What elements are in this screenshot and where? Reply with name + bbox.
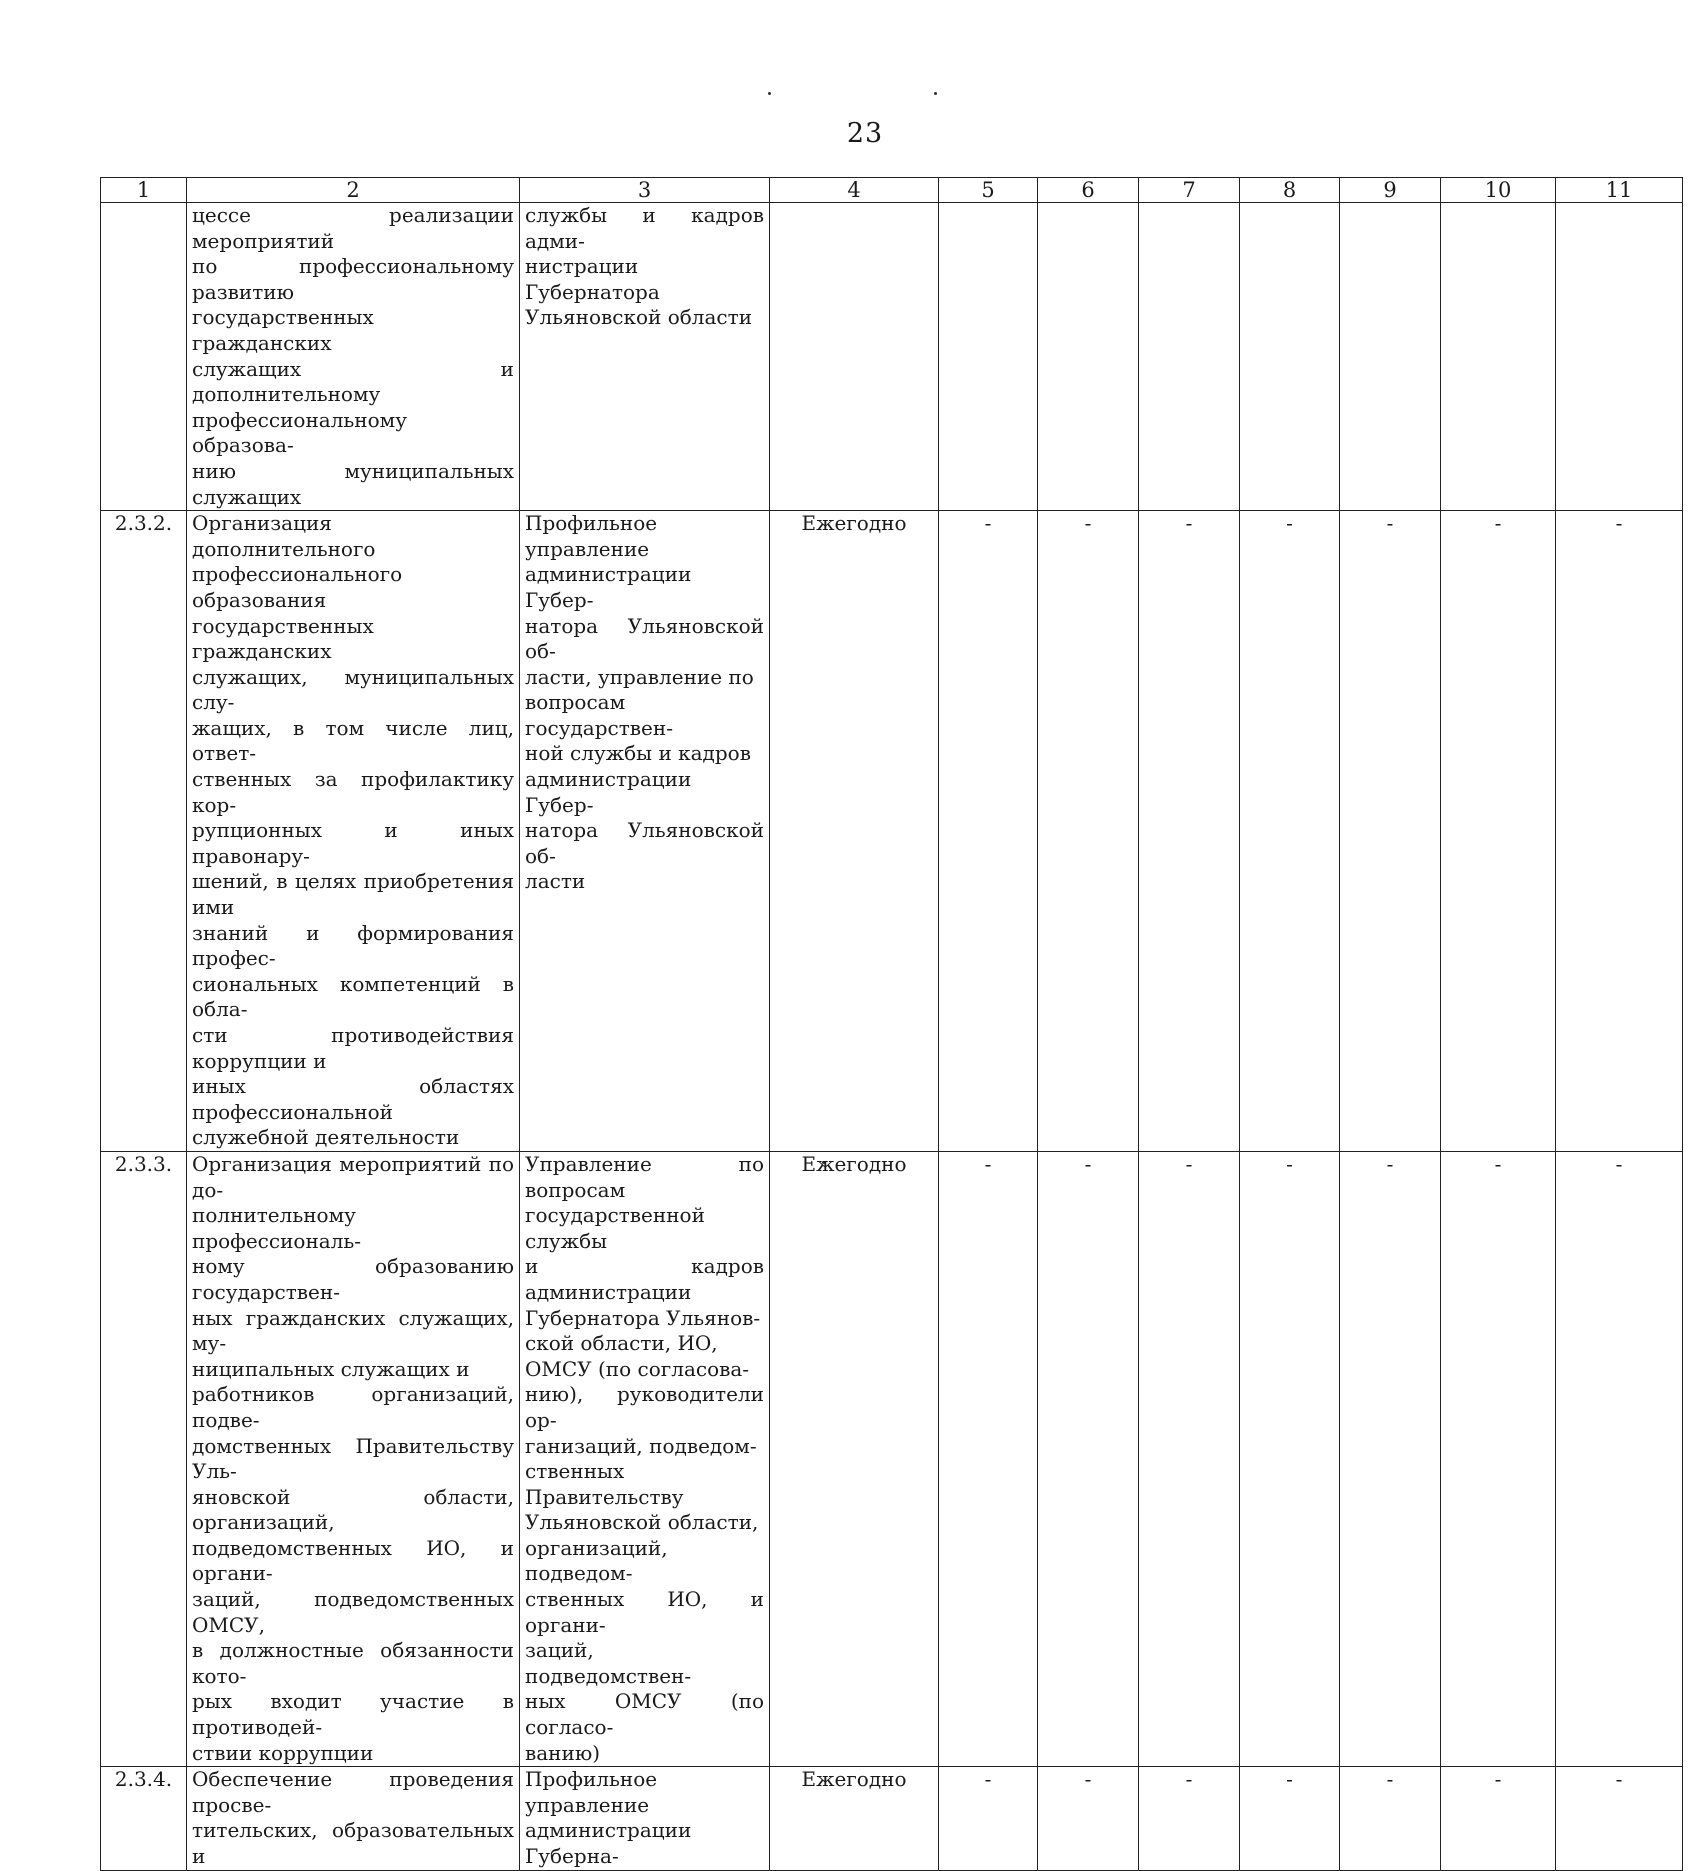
value-cell xyxy=(1038,203,1139,511)
measures-table xyxy=(100,177,1683,1871)
event-line: ствии коррупции xyxy=(192,1740,374,1765)
event-line: Обеспечение проведения просве- xyxy=(192,1767,514,1817)
event-line: профессионального образования xyxy=(192,562,403,612)
responsible-line: Ульяновской области xyxy=(525,305,753,330)
table-row xyxy=(101,1767,1683,1870)
value-cell xyxy=(939,203,1038,511)
value-cell xyxy=(1139,203,1240,511)
event-line: ному образованию государствен- xyxy=(192,1254,514,1304)
item-number: 2.3.4. xyxy=(101,1767,187,1870)
item-number: 2.3.2. xyxy=(101,511,187,1152)
table-row xyxy=(101,511,1683,1152)
header-cell: 5 xyxy=(939,178,1038,203)
responsible-line: ОМСУ (по согласова- xyxy=(525,1356,750,1381)
page-number: 23 xyxy=(846,118,884,149)
event-description-cell xyxy=(187,1767,520,1870)
event-line: ниципальных служащих и xyxy=(192,1356,470,1381)
header-cell: 4 xyxy=(770,178,939,203)
value-cell: - xyxy=(1139,1151,1240,1766)
responsible-line: ской области, ИО, xyxy=(525,1331,718,1356)
responsible-line: натора Ульяновской об- xyxy=(525,613,764,664)
value-cell: - xyxy=(1240,1151,1340,1766)
event-line: рупционных и иных правонару- xyxy=(192,818,514,868)
event-line: работников организаций, подве- xyxy=(192,1382,514,1432)
value-cell: - xyxy=(1441,1151,1556,1766)
item-number: 2.3.3. xyxy=(101,1151,187,1766)
event-line: заций, подведомственных ОМСУ, xyxy=(192,1587,514,1637)
header-cell: 11 xyxy=(1556,178,1683,203)
event-line: иных областях профессиональной xyxy=(192,1074,514,1124)
event-line: государственных гражданских xyxy=(192,305,374,355)
value-cell: - xyxy=(1240,511,1340,1152)
responsible-line: и кадров администрации xyxy=(525,1254,764,1304)
table-row xyxy=(101,1151,1683,1766)
table-row xyxy=(101,203,1683,511)
value-cell: - xyxy=(1139,1767,1240,1870)
value-cell: - xyxy=(939,1767,1038,1870)
header-cell: 3 xyxy=(520,178,770,203)
responsible-line: вопросам государствен- xyxy=(525,690,673,740)
responsible-cell xyxy=(520,203,770,511)
responsible-line: Профильное управление xyxy=(525,1767,658,1817)
event-line: жащих, в том числе лиц, ответ- xyxy=(192,715,514,766)
responsible-line: ганизаций, подведом- xyxy=(525,1433,757,1458)
responsible-line: Ульяновской области, xyxy=(525,1510,759,1535)
responsible-line: государственной службы xyxy=(525,1203,705,1253)
item-number xyxy=(101,203,187,511)
responsible-cell xyxy=(520,1151,770,1766)
header-cell: 2 xyxy=(187,178,520,203)
event-line: служебной деятельности xyxy=(192,1125,460,1150)
value-cell: - xyxy=(1441,511,1556,1152)
event-line: яновской области, организаций, xyxy=(192,1484,514,1535)
header-cell: 1 xyxy=(101,178,187,203)
responsible-cell xyxy=(520,1767,770,1870)
event-line: подведомственных ИО, и органи- xyxy=(192,1535,514,1586)
header-cell: 7 xyxy=(1139,178,1240,203)
responsible-line: нистрации Губернатора xyxy=(525,254,660,304)
term-cell xyxy=(770,203,939,511)
header-cell: 10 xyxy=(1441,178,1556,203)
value-cell xyxy=(1441,203,1556,511)
term-cell: Ежегодно xyxy=(770,1767,939,1870)
event-line: в должностные обязанности кото- xyxy=(192,1638,514,1688)
event-line: сиональных компетенций в обла- xyxy=(192,971,514,1022)
responsible-line: ных ОМСУ (по согласо- xyxy=(525,1689,764,1740)
event-line: служащих, муниципальных слу- xyxy=(192,664,514,715)
value-cell: - xyxy=(1340,1151,1441,1766)
event-line: цессе реализации мероприятий xyxy=(192,203,514,253)
value-cell: - xyxy=(1240,1767,1340,1870)
event-description-cell xyxy=(187,1151,520,1766)
scan-speck xyxy=(934,92,937,95)
value-cell xyxy=(1556,203,1683,511)
responsible-line: Губернатора Ульянов- xyxy=(525,1305,761,1330)
term-cell: Ежегодно xyxy=(770,511,939,1152)
event-line: по профессиональному развитию xyxy=(192,254,514,304)
event-line: знаний и формирования профес- xyxy=(192,920,514,971)
value-cell: - xyxy=(1038,511,1139,1152)
event-line: ных гражданских служащих, му- xyxy=(192,1305,514,1356)
responsible-line: администрации Губер- xyxy=(525,562,692,612)
value-cell: - xyxy=(1038,1151,1139,1766)
value-cell: - xyxy=(1556,1151,1683,1766)
header-cell: 8 xyxy=(1240,178,1340,203)
responsible-line: ласти, управление по xyxy=(525,664,754,689)
responsible-cell xyxy=(520,511,770,1152)
responsible-line: Профильное управление xyxy=(525,511,658,561)
responsible-line: нию), руководители ор- xyxy=(525,1382,764,1432)
header-cell: 6 xyxy=(1038,178,1139,203)
event-description-cell xyxy=(187,511,520,1152)
value-cell xyxy=(1240,203,1340,511)
responsible-line: администрации Губерна- xyxy=(525,1818,692,1868)
event-line: домственных Правительству Уль- xyxy=(192,1433,514,1484)
value-cell: - xyxy=(1556,511,1683,1152)
event-line: нию муниципальных служащих xyxy=(192,458,514,509)
value-cell: - xyxy=(1038,1767,1139,1870)
event-line: рых входит участие в противодей- xyxy=(192,1689,514,1740)
responsible-line: администрации Губер- xyxy=(525,767,692,817)
value-cell xyxy=(1340,203,1441,511)
responsible-line: заций, подведомствен- xyxy=(525,1638,692,1688)
event-line: государственных гражданских xyxy=(192,613,374,664)
responsible-line: ственных ИО, и органи- xyxy=(525,1587,764,1637)
event-line: профессиональному образова- xyxy=(192,407,407,458)
responsible-line: ной службы и кадров xyxy=(525,741,751,766)
responsible-line: ванию) xyxy=(525,1740,601,1765)
event-line: ственных за профилактику кор- xyxy=(192,767,514,817)
event-line: сти противодействия коррупции и xyxy=(192,1023,514,1073)
event-line: Организация мероприятий по до- xyxy=(192,1151,514,1202)
event-line: полнительному профессиональ- xyxy=(192,1203,362,1253)
scan-speck xyxy=(768,92,771,95)
term-cell: Ежегодно xyxy=(770,1151,939,1766)
event-line: Организация дополнительного xyxy=(192,511,376,561)
value-cell: - xyxy=(1139,511,1240,1152)
responsible-line: натора Ульяновской об- xyxy=(525,818,764,868)
value-cell: - xyxy=(939,1151,1038,1766)
responsible-line: ственных Правительству xyxy=(525,1459,684,1509)
event-description-cell xyxy=(187,203,520,511)
value-cell: - xyxy=(1340,511,1441,1152)
value-cell: - xyxy=(1556,1767,1683,1870)
responsible-line: организаций, подведом- xyxy=(525,1535,668,1586)
value-cell: - xyxy=(1340,1767,1441,1870)
responsible-line: Управление по вопросам xyxy=(525,1151,764,1202)
event-line: тительских, образовательных и xyxy=(192,1818,514,1868)
value-cell: - xyxy=(939,511,1038,1152)
value-cell: - xyxy=(1441,1767,1556,1870)
event-line: служащих и дополнительному xyxy=(192,356,514,407)
responsible-line: ласти xyxy=(525,869,586,894)
table-header-row xyxy=(101,178,1683,203)
header-cell: 9 xyxy=(1340,178,1441,203)
responsible-line: службы и кадров адми- xyxy=(525,203,764,253)
event-line: шений, в целях приобретения ими xyxy=(192,869,514,920)
